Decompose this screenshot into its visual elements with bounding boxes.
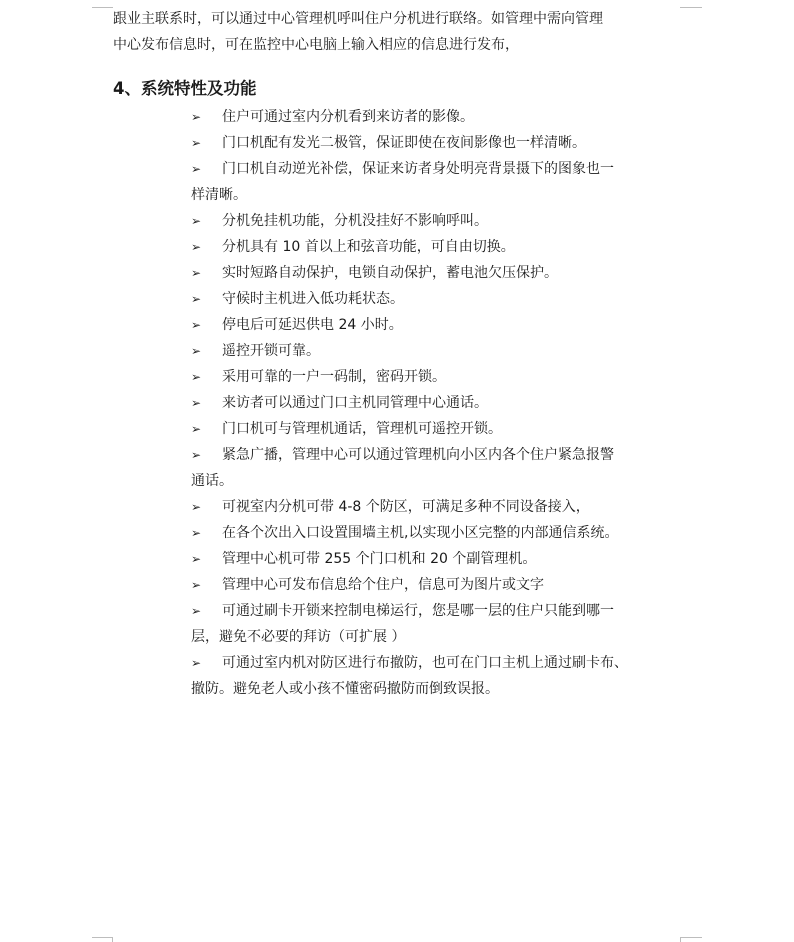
- arrow-bullet-icon: ➢: [191, 604, 202, 618]
- arrow-bullet-icon: ➢: [191, 448, 202, 462]
- feature-item: [141, 520, 685, 546]
- feature-text: 采用可靠的一户一码制，密码开锁。: [222, 369, 446, 385]
- crop-mark-top-left: [92, 7, 113, 8]
- feature-item: [141, 572, 685, 598]
- arrow-bullet-icon: ➢: [191, 240, 202, 254]
- feature-text: 遥控开锁可靠。: [222, 343, 320, 359]
- feature-item: [141, 364, 685, 390]
- feature-item: [141, 156, 685, 208]
- feature-line: [141, 598, 685, 624]
- feature-text: 撤防。避免老人或小孩不懂密码撤防而倒致误报。: [191, 681, 499, 697]
- feature-line: [141, 182, 685, 208]
- feature-line: [141, 286, 685, 312]
- arrow-bullet-icon: ➢: [191, 266, 202, 280]
- arrow-bullet-icon: ➢: [191, 396, 202, 410]
- intro-line: 中心发布信息时，可在监控中心电脑上输入相应的信息进行发布，: [113, 37, 519, 53]
- feature-item: [141, 390, 685, 416]
- feature-line: [141, 624, 685, 650]
- arrow-bullet-icon: ➢: [191, 552, 202, 566]
- feature-line: [141, 572, 685, 598]
- feature-line: [141, 104, 685, 130]
- feature-list: [141, 104, 685, 702]
- intro-paragraph: [113, 6, 685, 58]
- feature-line: [141, 312, 685, 338]
- crop-mark-bottom-left: [92, 937, 113, 938]
- feature-item: [141, 598, 685, 650]
- feature-line: [141, 156, 685, 182]
- feature-item: [141, 338, 685, 364]
- crop-mark-bottom-right: [680, 937, 702, 938]
- feature-line: [141, 676, 685, 702]
- feature-text: 分机具有 10 首以上和弦音功能，可自由切换。: [222, 239, 515, 255]
- arrow-bullet-icon: ➢: [191, 656, 202, 670]
- feature-item: [141, 442, 685, 494]
- intro-line: 跟业主联系时，可以通过中心管理机呼叫住户分机进行联络。如管理中需向管理: [113, 11, 603, 27]
- feature-line: [141, 520, 685, 546]
- arrow-bullet-icon: ➢: [191, 318, 202, 332]
- feature-item: [141, 650, 685, 702]
- feature-text: 可通过室内机对防区进行布撤防，也可在门口主机上通过刷卡布、: [222, 655, 628, 671]
- feature-text: 守候时主机进入低功耗状态。: [222, 291, 404, 307]
- feature-text: 分机免挂机功能，分机没挂好不影响呼叫。: [222, 213, 488, 229]
- feature-item: [141, 104, 685, 130]
- feature-item: [141, 234, 685, 260]
- arrow-bullet-icon: ➢: [191, 526, 202, 540]
- feature-line: [141, 364, 685, 390]
- feature-item: [141, 546, 685, 572]
- feature-item: [141, 130, 685, 156]
- feature-text: 紧急广播，管理中心可以通过管理机向小区内各个住户紧急报警: [222, 447, 614, 463]
- crop-mark-bottom-right-v: [680, 937, 681, 942]
- feature-text: 可视室内分机可带 4-8 个防区，可满足多种不同设备接入，: [222, 499, 590, 515]
- feature-text: 可通过刷卡开锁来控制电梯运行，您是哪一层的住户只能到哪一: [222, 603, 614, 619]
- feature-line: [141, 650, 685, 676]
- feature-text: 来访者可以通过门口主机同管理中心通话。: [222, 395, 488, 411]
- feature-line: [141, 416, 685, 442]
- feature-line: [141, 338, 685, 364]
- feature-item: [141, 312, 685, 338]
- feature-text: 管理中心机可带 255 个门口机和 20 个副管理机。: [222, 551, 537, 567]
- feature-text: 门口机配有发光二极管，保证即使在夜间影像也一样清晰。: [222, 135, 586, 151]
- arrow-bullet-icon: ➢: [191, 136, 202, 150]
- feature-item: [141, 416, 685, 442]
- feature-line: [141, 130, 685, 156]
- feature-text: 通话。: [191, 473, 233, 489]
- arrow-bullet-icon: ➢: [191, 422, 202, 436]
- feature-text: 样清晰。: [191, 187, 247, 203]
- section-heading: 4、系统特性及功能: [113, 79, 257, 98]
- feature-line: [141, 234, 685, 260]
- feature-item: [141, 494, 685, 520]
- feature-text: 门口机可与管理机通话，管理机可遥控开锁。: [222, 421, 502, 437]
- arrow-bullet-icon: ➢: [191, 162, 202, 176]
- feature-item: [141, 286, 685, 312]
- feature-item: [141, 260, 685, 286]
- feature-line: [141, 260, 685, 286]
- feature-line: [141, 546, 685, 572]
- feature-line: [141, 494, 685, 520]
- feature-item: [141, 208, 685, 234]
- arrow-bullet-icon: ➢: [191, 370, 202, 384]
- feature-text: 层，避免不必要的拜访（可扩展 ）: [191, 629, 406, 645]
- arrow-bullet-icon: ➢: [191, 214, 202, 228]
- arrow-bullet-icon: ➢: [191, 500, 202, 514]
- arrow-bullet-icon: ➢: [191, 344, 202, 358]
- feature-text: 实时短路自动保护，电锁自动保护，蓄电池欠压保护。: [222, 265, 558, 281]
- feature-line: [141, 442, 685, 468]
- feature-text: 住户可通过室内分机看到来访者的影像。: [222, 109, 474, 125]
- feature-text: 管理中心可发布信息给个住户，信息可为图片或文字: [222, 577, 544, 593]
- arrow-bullet-icon: ➢: [191, 292, 202, 306]
- feature-text: 在各个次出入口设置围墙主机,以实现小区完整的内部通信系统。: [222, 525, 619, 541]
- feature-text: 门口机自动逆光补偿，保证来访者身处明亮背景摄下的图象也一: [222, 161, 614, 177]
- feature-line: [141, 390, 685, 416]
- feature-line: [141, 468, 685, 494]
- feature-text: 停电后可延迟供电 24 小时。: [222, 317, 403, 333]
- arrow-bullet-icon: ➢: [191, 110, 202, 124]
- arrow-bullet-icon: ➢: [191, 578, 202, 592]
- feature-line: [141, 208, 685, 234]
- crop-mark-bottom-left-v: [112, 937, 113, 942]
